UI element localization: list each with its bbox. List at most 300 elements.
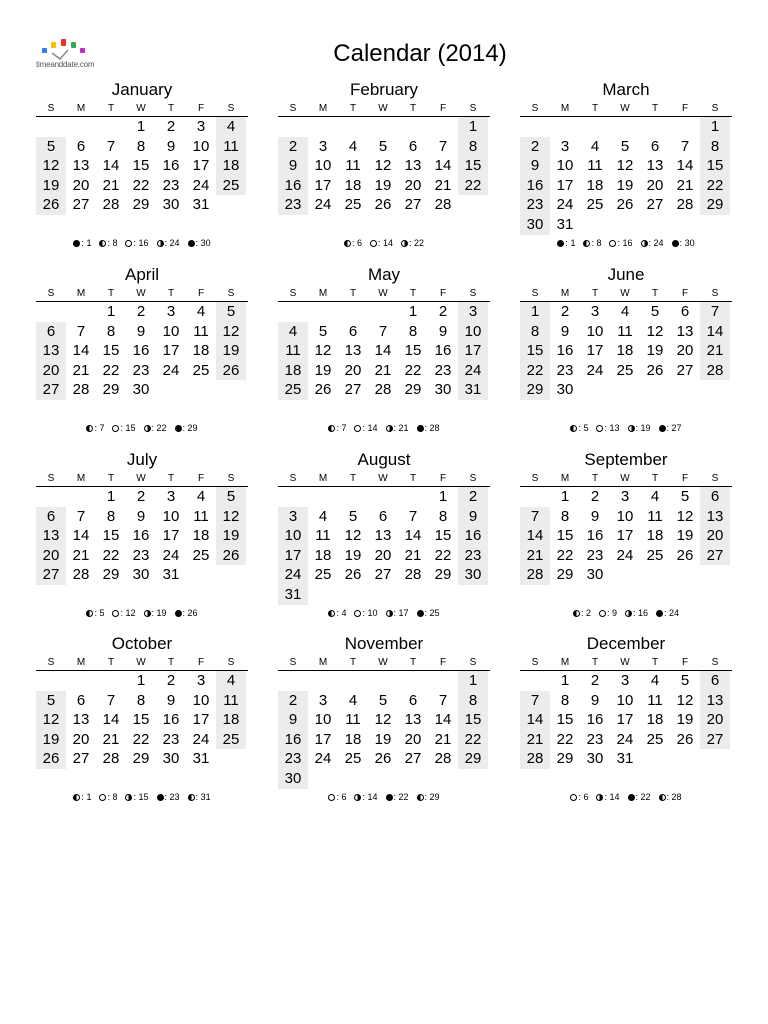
day-cell: 18 [646,711,664,729]
phase-separator: : [151,608,157,618]
day-cell: 25 [344,750,362,768]
weekday-label: M [560,288,570,299]
empty-day-cell [186,565,216,585]
weekday-label: T [409,103,417,114]
day-cell: 5 [680,672,690,689]
day-cell: 16 [162,157,180,175]
moon-phase-day: 29 [187,423,198,433]
empty-day-cell [368,769,398,789]
day-cell: 11 [193,322,209,340]
day-cell: 30 [586,750,604,768]
month-november [278,634,490,789]
phase-separator: : [195,792,201,802]
day-cell: 27 [404,750,422,768]
moon-phase-day: 2 [585,608,591,618]
moon-phase-day: 28 [429,423,440,433]
first-moon-icon [328,610,335,617]
weekday-label: F [197,288,205,299]
weekday-label: F [439,657,447,668]
day-cell: 10 [586,322,604,340]
phase-separator: : [336,423,342,433]
empty-day-cell [670,749,700,769]
weekday-label: M [76,657,86,668]
day-cell: 9 [458,507,488,527]
month-july [36,450,248,585]
moon-phase-day: 10 [367,608,378,618]
weekday-label: S [531,473,539,484]
phase-separator: : [578,792,584,802]
day-cell: 6 [650,137,660,155]
day-cell: 17 [192,711,210,729]
week-row [278,546,490,566]
day-cell: 25 [216,730,246,750]
day-cell: 11 [647,691,663,709]
moon-phase-day: 22 [414,238,425,248]
weekday-label: T [167,288,175,299]
phase-separator: : [81,792,87,802]
day-cell: 23 [434,361,452,379]
weekday-header [520,656,732,671]
empty-day-cell [670,215,700,235]
phase-separator: : [393,423,399,433]
day-cell: 25 [192,546,210,564]
day-cell: 8 [458,691,488,711]
phase-separator: : [336,608,342,618]
day-cell: 31 [556,215,574,233]
day-cell: 4 [590,137,600,155]
day-cell: 12 [216,322,246,342]
day-cell: 27 [72,750,90,768]
day-cell: 29 [556,566,574,584]
weekday-label: T [591,657,599,668]
day-cell: 18 [216,156,246,176]
day-cell: 26 [36,195,66,215]
month-name: December [586,634,666,653]
phase-separator: : [81,238,87,248]
weekday-label: S [531,657,539,668]
day-cell: 12 [216,507,246,527]
moon-phase-day: 1 [86,792,92,802]
moon-phases [278,792,490,802]
day-cell: 20 [700,710,730,730]
weekday-header [278,472,490,487]
moon-phase-item [641,238,664,248]
empty-day-cell [216,380,246,400]
day-cell: 14 [102,157,120,175]
full-moon-icon [112,610,119,617]
week-row [278,585,490,605]
week-row [278,507,490,527]
empty-day-cell [66,671,96,691]
day-cell: 31 [458,380,488,400]
day-cell: 13 [72,711,90,729]
week-row [278,322,490,342]
moon-phase-item [188,792,211,802]
day-cell: 12 [314,342,332,360]
day-cell: 15 [556,711,574,729]
week-row [520,137,732,157]
weekday-label: F [681,473,689,484]
day-cell: 27 [700,546,730,566]
day-cell: 23 [132,546,150,564]
week-row [278,176,490,196]
day-cell: 4 [278,322,308,342]
day-cell: 13 [404,157,422,175]
day-cell: 24 [616,546,634,564]
day-cell: 11 [587,157,603,175]
empty-day-cell [700,380,730,400]
weekday-header [278,287,490,302]
week-row [36,710,248,730]
day-cell: 14 [520,710,550,730]
weekday-label: S [47,657,55,668]
day-cell: 29 [404,381,422,399]
empty-day-cell [308,671,338,691]
weekday-label: S [711,473,719,484]
day-cell: 17 [556,176,574,194]
empty-day-cell [36,302,66,322]
day-cell: 15 [132,711,150,729]
day-cell: 15 [102,342,120,360]
week-row [36,565,248,585]
week-row [36,507,248,527]
weekday-label: W [620,288,630,299]
day-cell: 20 [700,526,730,546]
full-moon-icon [99,794,106,801]
day-cell: 9 [438,322,448,340]
empty-day-cell [216,565,246,585]
moon-phase-item [354,792,377,802]
new-moon-icon [672,240,679,247]
empty-day-cell [640,749,670,769]
day-cell: 10 [192,137,210,155]
month-name: February [349,80,419,99]
week-row [278,691,490,711]
weekday-label: W [620,473,630,484]
day-cell: 9 [278,710,308,730]
phase-separator: : [591,238,597,248]
month-name: August [357,450,411,469]
day-cell: 1 [136,118,146,135]
day-cell: 19 [646,342,664,360]
day-cell: 5 [348,507,358,525]
day-cell: 8 [560,691,570,709]
weekday-label: W [620,103,630,114]
day-cell: 16 [586,711,604,729]
day-cell: 27 [700,730,730,750]
weekday-header [520,472,732,487]
weekday-label: S [711,288,719,299]
day-cell: 9 [136,507,146,525]
week-row [36,156,248,176]
day-cell: 2 [136,303,146,320]
day-cell: 4 [196,488,206,505]
last-moon-icon [157,240,164,247]
day-cell: 4 [196,303,206,320]
week-row [520,546,732,566]
day-cell: 9 [278,156,308,176]
weekday-label: S [531,103,539,114]
empty-day-cell [36,117,66,137]
last-moon-icon [386,425,393,432]
week-row [36,322,248,342]
phase-separator: : [362,608,368,618]
moon-phase-day: 24 [169,238,180,248]
day-cell: 31 [616,750,634,768]
phase-separator: : [578,423,584,433]
day-cell: 30 [586,566,604,584]
last-moon-icon [354,794,361,801]
day-cell: 19 [216,341,246,361]
day-cell: 24 [314,750,332,768]
day-cell: 11 [278,341,308,361]
day-cell: 7 [520,507,550,527]
day-cell: 14 [676,157,694,175]
moon-phase-day: 19 [156,608,167,618]
weekday-label: T [349,103,357,114]
week-row [520,215,732,235]
moon-phase-day: 17 [398,608,409,618]
first-moon-icon [73,794,80,801]
week-row [520,302,732,322]
weekday-label: W [136,103,146,114]
weekday-label: S [47,473,55,484]
full-moon-icon [370,240,377,247]
phase-separator: : [351,238,357,248]
last-moon-icon [386,610,393,617]
day-cell: 15 [404,342,422,360]
day-cell: 15 [458,156,488,176]
day-cell: 12 [676,691,694,709]
day-cell: 15 [434,527,452,545]
day-cell: 30 [278,769,308,789]
day-cell: 19 [616,176,634,194]
weekday-label: T [349,288,357,299]
day-cell: 15 [102,527,120,545]
week-row [36,361,248,381]
moon-phase-item [401,238,424,248]
day-cell: 13 [344,342,362,360]
moon-phase-item [583,238,601,248]
day-cell: 26 [676,546,694,564]
day-cell: 18 [216,710,246,730]
week-row [36,195,248,215]
weekday-label: W [378,103,388,114]
empty-day-cell [338,769,368,789]
day-cell: 1 [458,117,488,137]
last-moon-icon [596,794,603,801]
week-row [520,487,732,507]
month-name: May [367,265,401,284]
day-cell: 16 [162,711,180,729]
day-cell: 14 [102,711,120,729]
moon-phase-item [659,423,682,433]
day-cell: 27 [646,196,664,214]
moon-phases [36,238,248,248]
day-cell: 10 [192,691,210,709]
day-cell: 22 [132,730,150,748]
day-cell: 3 [560,137,570,155]
first-moon-icon [344,240,351,247]
phase-separator: : [377,238,383,248]
empty-day-cell [36,487,66,507]
day-cell: 5 [36,691,66,711]
week-row [278,380,490,400]
full-moon-icon [112,425,119,432]
weekday-label: M [76,288,86,299]
day-cell: 22 [132,176,150,194]
day-cell: 7 [106,137,116,155]
new-moon-icon [656,610,663,617]
week-row [278,710,490,730]
empty-day-cell [338,487,368,507]
day-cell: 5 [318,322,328,340]
moon-phase-item [370,238,393,248]
week-row [520,156,732,176]
day-cell: 28 [520,749,550,769]
day-cell: 21 [102,176,120,194]
last-moon-icon [144,425,151,432]
day-cell: 9 [136,322,146,340]
month-october [36,634,248,769]
week-row [36,671,248,691]
day-cell: 8 [106,507,116,525]
weekday-label: T [651,657,659,668]
weekday-label: S [531,288,539,299]
moon-phase-item [672,238,695,248]
day-cell: 1 [408,303,418,320]
day-cell: 23 [520,195,550,215]
weekday-label: S [227,473,235,484]
day-cell: 13 [700,691,730,711]
new-moon-icon [628,794,635,801]
day-cell: 3 [196,672,206,689]
week-row [36,176,248,196]
day-cell: 28 [404,566,422,584]
day-cell: 11 [315,527,331,545]
week-row [520,380,732,400]
week-row [278,769,490,789]
day-cell: 19 [374,730,392,748]
day-cell: 14 [374,342,392,360]
full-moon-icon [354,610,361,617]
week-row [278,195,490,215]
empty-day-cell [338,117,368,137]
weekday-label: T [349,657,357,668]
day-cell: 18 [344,176,362,194]
moon-phase-day: 28 [671,792,682,802]
moon-phases [36,608,248,618]
day-cell: 12 [616,157,634,175]
day-cell: 16 [520,176,550,196]
phase-separator: : [565,238,571,248]
first-moon-icon [659,794,666,801]
empty-day-cell [580,117,610,137]
day-cell: 11 [216,137,246,157]
phase-separator: : [666,792,672,802]
day-cell: 11 [216,691,246,711]
moon-phase-day: 27 [671,423,682,433]
week-row [278,487,490,507]
first-moon-icon [328,425,335,432]
day-cell: 20 [404,730,422,748]
day-cell: 19 [676,527,694,545]
empty-day-cell [700,749,730,769]
day-cell: 1 [106,488,116,505]
weekday-label: W [378,473,388,484]
weekday-label: T [591,288,599,299]
day-cell: 23 [278,749,308,769]
month-january [36,80,248,215]
day-cell: 17 [616,711,634,729]
empty-day-cell [398,117,428,137]
day-cell: 4 [318,507,328,525]
moon-phase-item [86,608,104,618]
day-cell: 21 [434,730,452,748]
first-moon-icon [86,425,93,432]
day-cell: 1 [458,671,488,691]
moon-phase-day: 14 [383,238,394,248]
phase-separator: : [107,792,113,802]
moon-phase-day: 14 [367,423,378,433]
moon-phase-day: 7 [341,423,347,433]
day-cell: 6 [700,671,730,691]
moon-phases [36,423,248,433]
day-cell: 1 [700,117,730,137]
moon-phase-item [386,608,409,618]
empty-day-cell [640,380,670,400]
empty-day-cell [156,380,186,400]
week-row [278,361,490,381]
day-cell: 16 [434,342,452,360]
moon-phase-item [628,423,651,433]
weekday-label: F [681,657,689,668]
day-cell: 10 [556,157,574,175]
day-cell: 28 [434,196,452,214]
month-name: January [111,80,173,99]
weekday-header [278,656,490,671]
day-cell: 6 [680,303,690,320]
day-cell: 17 [162,527,180,545]
moon-phase-day: 26 [187,608,198,618]
weekday-label: T [167,103,175,114]
day-cell: 1 [106,303,116,320]
day-cell: 1 [438,488,448,505]
phase-separator: : [580,608,586,618]
day-cell: 24 [192,176,210,194]
empty-day-cell [610,117,640,137]
week-row [36,380,248,400]
moon-phase-item [354,423,377,433]
week-row [520,565,732,585]
day-cell: 5 [378,691,388,709]
weekday-label: T [409,473,417,484]
weekday-label: T [651,288,659,299]
day-cell: 19 [374,176,392,194]
day-cell: 21 [404,546,422,564]
empty-day-cell [670,380,700,400]
day-cell: 20 [646,176,664,194]
day-cell: 12 [374,711,392,729]
day-cell: 30 [132,381,150,399]
day-cell: 19 [216,526,246,546]
day-cell: 23 [162,730,180,748]
new-moon-icon [175,610,182,617]
moon-phase-item [328,608,346,618]
day-cell: 2 [136,488,146,505]
first-moon-icon [99,240,106,247]
day-cell: 28 [520,565,550,585]
